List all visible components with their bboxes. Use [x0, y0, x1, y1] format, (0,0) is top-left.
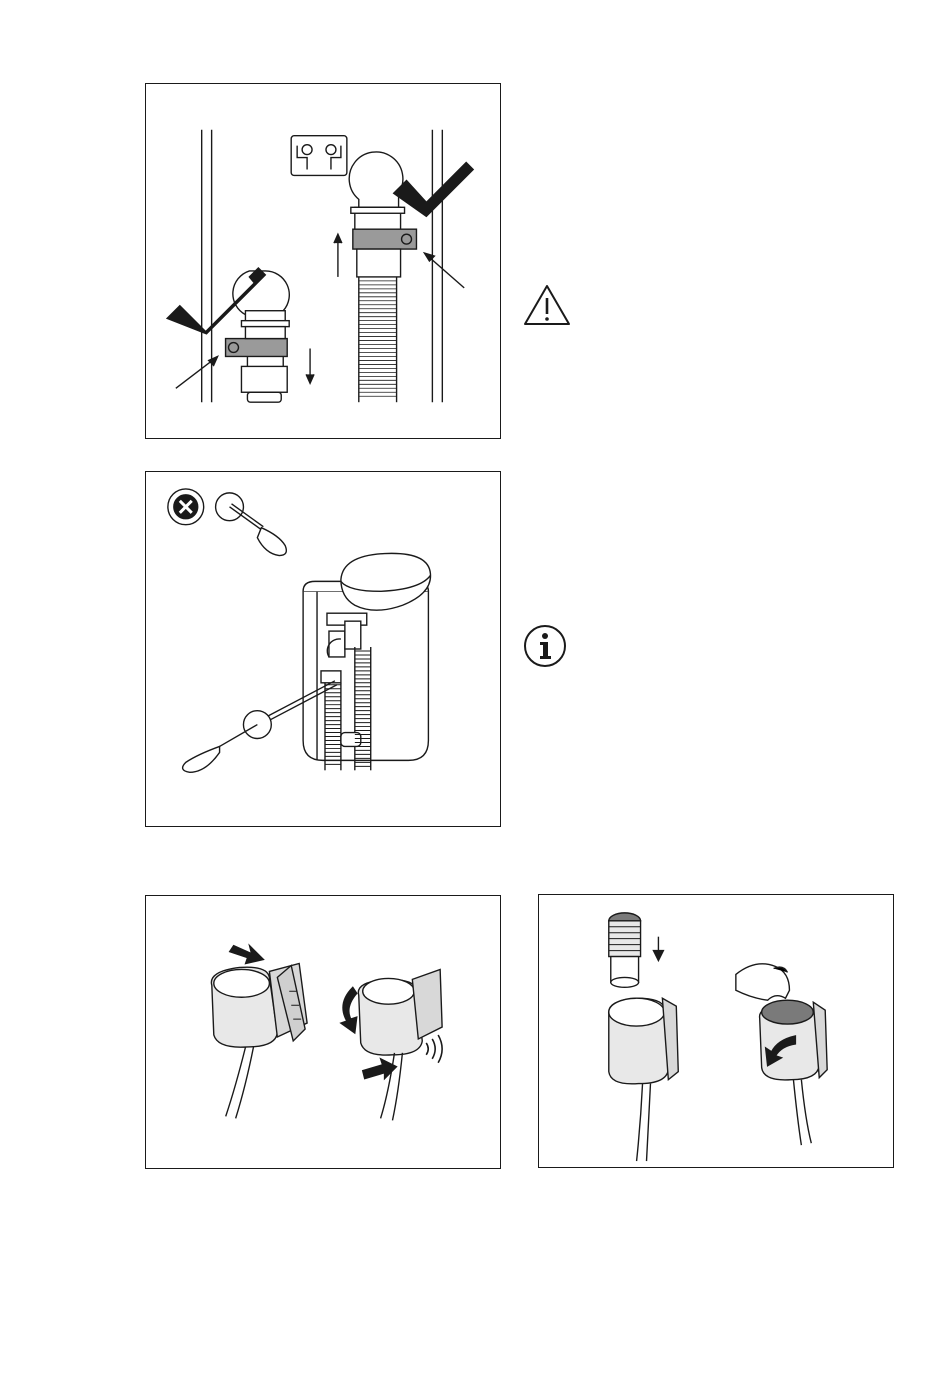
rotate-arrow-icon: [341, 987, 357, 1033]
info-icon: [523, 624, 567, 668]
figure-screwdriver-appliance: [145, 471, 501, 827]
fit-cap-illustration: [539, 895, 893, 1167]
screwdriver-icon: [230, 507, 262, 530]
hose-clamp-illustration: [146, 84, 500, 438]
figure-hose-clamps: [145, 83, 501, 439]
figure-fit-cap: [538, 894, 894, 1168]
warning-icon: [522, 283, 572, 327]
appliance-illustration: [146, 472, 500, 826]
click-sound-icon: [426, 1035, 442, 1063]
attach-unit-illustration: [146, 896, 500, 1168]
push-arrow-icon: [230, 946, 264, 964]
figure-attach-unit: [145, 895, 501, 1169]
